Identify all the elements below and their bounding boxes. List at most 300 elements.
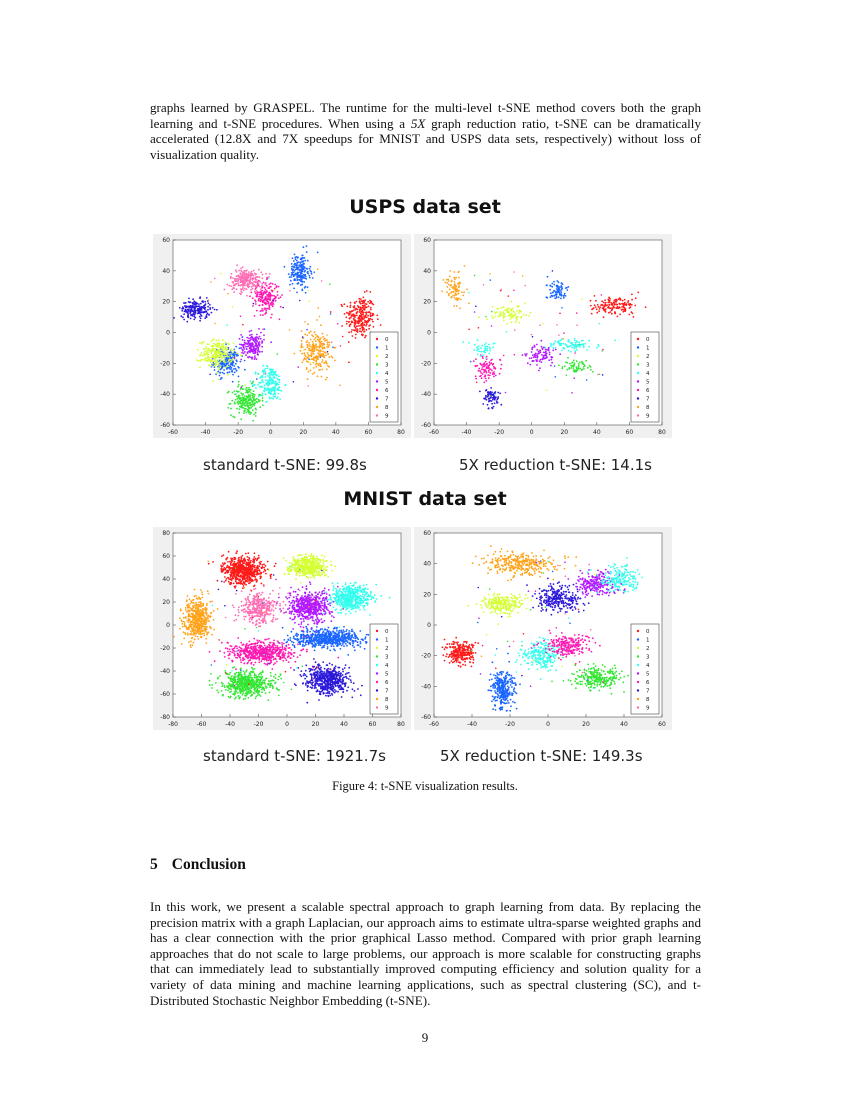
data-point <box>307 286 309 288</box>
legend-marker <box>637 380 639 382</box>
data-point <box>258 296 260 298</box>
data-point <box>266 401 268 403</box>
data-point <box>228 566 230 568</box>
legend-marker <box>376 338 378 340</box>
data-point <box>240 334 242 336</box>
data-point <box>357 322 359 324</box>
data-point <box>307 640 309 642</box>
data-point <box>218 352 220 354</box>
data-point <box>241 292 243 294</box>
data-point <box>325 569 327 571</box>
data-point <box>458 298 460 300</box>
data-point <box>550 292 552 294</box>
data-point <box>234 557 236 559</box>
data-point <box>362 297 364 299</box>
data-point <box>270 577 272 579</box>
data-point <box>246 561 248 563</box>
data-point <box>327 566 329 568</box>
data-point <box>248 271 250 273</box>
data-point <box>198 303 200 305</box>
data-point <box>538 370 540 372</box>
data-point <box>455 290 457 292</box>
data-point <box>332 346 334 348</box>
data-point <box>241 280 243 282</box>
data-point <box>241 336 243 338</box>
data-point <box>193 306 195 308</box>
data-point <box>344 313 346 315</box>
data-point <box>342 641 344 643</box>
data-point <box>480 370 482 372</box>
y-tick-label: -60 <box>421 422 431 429</box>
data-point <box>365 321 367 323</box>
y-tick-label: -20 <box>160 360 170 368</box>
data-point <box>629 304 631 306</box>
y-tick-label: -60 <box>160 422 170 429</box>
data-point <box>348 321 350 323</box>
x-tick-label: 60 <box>364 429 373 436</box>
data-point <box>535 356 537 358</box>
data-point <box>314 646 316 648</box>
data-point <box>228 367 230 369</box>
data-point <box>515 313 517 315</box>
data-point <box>288 273 290 275</box>
data-point <box>232 365 234 367</box>
data-point <box>236 550 238 552</box>
data-point <box>221 357 223 359</box>
data-point <box>261 285 263 287</box>
data-point <box>499 311 501 313</box>
data-point <box>262 301 264 303</box>
data-point <box>257 399 259 401</box>
data-point <box>316 356 318 358</box>
data-point <box>222 570 224 572</box>
data-point <box>243 400 245 402</box>
data-point <box>201 352 203 354</box>
data-point <box>327 648 329 650</box>
data-point <box>348 639 350 641</box>
data-point <box>361 300 363 302</box>
data-point <box>545 357 547 359</box>
data-point <box>253 347 255 349</box>
data-point <box>293 274 295 276</box>
legend-marker <box>376 346 378 348</box>
data-point <box>376 315 378 317</box>
data-point <box>575 345 577 347</box>
data-point <box>315 366 317 368</box>
data-point <box>268 391 270 393</box>
data-point <box>490 387 492 389</box>
data-point <box>282 307 284 309</box>
data-point <box>316 639 318 641</box>
legend-label: 9 <box>646 413 650 420</box>
data-point <box>550 345 552 347</box>
data-point <box>248 582 250 584</box>
data-point <box>233 566 235 568</box>
data-point <box>529 364 531 366</box>
data-point <box>351 329 353 331</box>
data-point <box>322 333 324 335</box>
data-point <box>261 283 263 285</box>
data-point <box>292 271 294 273</box>
data-point <box>468 342 470 344</box>
data-point <box>338 633 340 635</box>
data-point <box>253 390 255 392</box>
data-point <box>235 585 237 587</box>
data-point <box>330 638 332 640</box>
data-point <box>560 285 562 287</box>
data-point <box>272 300 274 302</box>
data-point <box>314 331 316 333</box>
data-point <box>230 403 232 405</box>
data-point <box>301 330 303 332</box>
data-point <box>455 294 457 296</box>
data-point <box>569 368 571 370</box>
data-point <box>238 284 240 286</box>
data-point <box>495 312 497 314</box>
data-point <box>300 273 302 275</box>
data-point <box>247 286 249 288</box>
data-point <box>358 298 360 300</box>
x-tick-label: 80 <box>397 721 405 728</box>
data-point <box>246 276 248 278</box>
data-point <box>334 360 336 362</box>
data-point <box>551 286 553 288</box>
data-point <box>235 574 237 576</box>
data-point <box>460 299 462 301</box>
y-tick-label: 20 <box>423 298 431 306</box>
data-point <box>219 375 221 377</box>
data-point <box>455 287 457 289</box>
data-point <box>305 278 307 280</box>
data-point <box>234 280 236 282</box>
data-point <box>264 328 266 330</box>
data-point <box>223 343 225 345</box>
data-point <box>275 563 277 565</box>
data-point <box>321 647 323 649</box>
data-point <box>320 356 322 358</box>
data-point <box>331 634 333 636</box>
data-point <box>554 365 556 367</box>
data-point <box>181 310 183 312</box>
data-point <box>553 344 555 346</box>
data-point <box>326 635 328 637</box>
data-point <box>248 275 250 277</box>
data-point <box>303 352 305 354</box>
data-point <box>304 260 306 262</box>
data-point <box>219 372 221 374</box>
data-point <box>204 301 206 303</box>
data-point <box>213 354 215 356</box>
data-point <box>561 295 563 297</box>
data-point <box>635 297 637 299</box>
data-point <box>298 266 300 268</box>
data-point <box>299 269 301 271</box>
data-point <box>592 371 594 373</box>
data-point <box>492 364 494 366</box>
data-point <box>244 283 246 285</box>
data-point <box>271 388 273 390</box>
data-point <box>254 402 256 404</box>
data-point <box>237 354 239 356</box>
data-point <box>266 285 268 287</box>
data-point <box>180 315 182 317</box>
data-point <box>312 336 314 338</box>
data-point <box>256 295 258 297</box>
x-tick-label: 0 <box>529 429 534 436</box>
data-point <box>273 289 275 291</box>
data-point <box>218 355 220 357</box>
data-point <box>258 283 260 285</box>
data-point <box>486 346 488 348</box>
data-point <box>273 371 275 373</box>
data-point <box>254 273 256 275</box>
data-point <box>349 312 351 314</box>
data-point <box>616 304 618 306</box>
data-point <box>329 650 331 652</box>
data-point <box>301 281 303 283</box>
data-point <box>597 304 599 306</box>
data-point <box>491 370 493 372</box>
data-point <box>326 334 328 336</box>
data-point <box>259 386 261 388</box>
data-point <box>236 578 238 580</box>
data-point <box>333 633 335 635</box>
data-point <box>199 355 201 357</box>
data-point <box>323 641 325 643</box>
data-point <box>234 401 236 403</box>
data-point <box>275 286 277 288</box>
data-point <box>359 630 361 632</box>
data-point <box>313 271 315 273</box>
data-point <box>262 365 264 367</box>
data-point <box>294 254 296 256</box>
data-point <box>254 291 256 293</box>
data-point <box>249 334 251 336</box>
data-point <box>251 404 253 406</box>
data-point <box>590 369 592 371</box>
data-point <box>354 326 356 328</box>
data-point <box>318 350 320 352</box>
data-point <box>559 313 561 315</box>
data-point <box>260 314 262 316</box>
data-point <box>597 374 599 376</box>
data-point <box>525 314 527 316</box>
data-point <box>536 344 538 346</box>
data-point <box>208 364 210 366</box>
data-point <box>327 646 329 648</box>
data-point <box>235 363 237 365</box>
data-point <box>299 300 301 302</box>
data-point <box>457 283 459 285</box>
data-point <box>484 344 486 346</box>
data-point <box>481 345 483 347</box>
data-point <box>351 630 353 632</box>
data-point <box>303 349 305 351</box>
legend-marker <box>376 389 378 391</box>
data-point <box>183 313 185 315</box>
data-point <box>315 343 317 345</box>
data-point <box>250 357 252 359</box>
data-point <box>264 287 266 289</box>
data-point <box>537 353 539 355</box>
data-point <box>237 565 239 567</box>
data-point <box>590 300 592 302</box>
data-point <box>226 572 228 574</box>
data-point <box>506 323 508 325</box>
data-point <box>513 311 515 313</box>
data-point <box>321 573 323 575</box>
data-point <box>457 292 459 294</box>
legend-marker <box>376 397 378 399</box>
data-point <box>497 396 499 398</box>
data-point <box>555 291 557 293</box>
data-point <box>310 331 312 333</box>
data-point <box>364 309 366 311</box>
data-point <box>485 364 487 366</box>
data-point <box>340 345 342 347</box>
data-point <box>540 340 542 342</box>
data-point <box>209 308 211 310</box>
data-point <box>244 395 246 397</box>
data-point <box>354 649 356 651</box>
legend-label: 4 <box>646 371 650 377</box>
data-point <box>474 344 476 346</box>
data-point <box>349 317 351 319</box>
legend-label: 0 <box>385 337 389 343</box>
data-point <box>502 311 504 313</box>
data-point <box>327 638 329 640</box>
data-point <box>194 309 196 311</box>
legend-label: 6 <box>385 388 389 394</box>
data-point <box>192 303 194 305</box>
data-point <box>311 273 313 275</box>
data-point <box>631 304 633 306</box>
data-point <box>441 290 443 292</box>
data-point <box>220 368 222 370</box>
data-point <box>353 318 355 320</box>
data-point <box>496 400 498 402</box>
data-point <box>258 269 260 271</box>
data-point <box>297 257 299 259</box>
data-point <box>333 645 335 647</box>
data-point <box>299 279 301 281</box>
data-point <box>346 321 348 323</box>
data-point <box>251 334 253 336</box>
data-point <box>336 639 338 641</box>
data-point <box>264 283 266 285</box>
data-point <box>445 282 447 284</box>
data-point <box>255 292 257 294</box>
data-point <box>253 560 255 562</box>
data-point <box>278 286 280 288</box>
data-point <box>316 335 318 337</box>
data-point <box>241 558 243 560</box>
data-point <box>252 395 254 397</box>
data-point <box>478 316 480 318</box>
data-point <box>367 320 369 322</box>
data-point <box>335 347 337 349</box>
data-point <box>245 584 247 586</box>
data-point <box>345 631 347 633</box>
data-point <box>333 628 335 630</box>
data-point <box>329 636 331 638</box>
data-point <box>214 356 216 358</box>
data-point <box>236 582 238 584</box>
data-point <box>240 581 242 583</box>
data-point <box>261 386 263 388</box>
data-point <box>561 307 563 309</box>
data-point <box>604 299 606 301</box>
data-point <box>479 363 481 365</box>
data-point <box>214 323 216 325</box>
data-point <box>249 413 251 415</box>
data-point <box>296 262 298 264</box>
data-point <box>254 289 256 291</box>
data-point <box>347 654 349 656</box>
data-point <box>242 324 244 326</box>
data-point <box>317 352 319 354</box>
data-point <box>265 273 267 275</box>
data-point <box>244 288 246 290</box>
data-point <box>507 308 509 310</box>
data-point <box>249 295 251 297</box>
data-point <box>309 275 311 277</box>
data-point <box>355 640 357 642</box>
data-point <box>491 325 493 327</box>
data-point <box>218 339 220 341</box>
data-point <box>231 570 233 572</box>
data-point <box>541 361 543 363</box>
x-tick-label: 20 <box>299 429 308 436</box>
data-point <box>206 343 208 345</box>
data-point <box>246 280 248 282</box>
data-point <box>262 397 264 399</box>
data-point <box>360 303 362 305</box>
data-point <box>254 585 256 587</box>
data-point <box>489 273 491 275</box>
data-point <box>614 312 616 314</box>
data-point <box>253 398 255 400</box>
data-point <box>598 310 600 312</box>
data-point <box>238 576 240 578</box>
data-point <box>248 566 250 568</box>
data-point <box>223 345 225 347</box>
data-point <box>305 636 307 638</box>
data-point <box>201 306 203 308</box>
data-point <box>231 367 233 369</box>
data-point <box>275 383 277 385</box>
data-point <box>232 277 234 279</box>
data-point <box>248 572 250 574</box>
data-point <box>263 571 265 573</box>
data-point <box>245 389 247 391</box>
data-point <box>254 399 256 401</box>
data-point <box>287 635 289 637</box>
data-point <box>332 641 334 643</box>
data-point <box>611 307 613 309</box>
data-point <box>500 404 502 406</box>
legend-label: 8 <box>385 405 389 411</box>
data-point <box>256 340 258 342</box>
data-point <box>366 303 368 305</box>
data-point <box>342 639 344 641</box>
legend-marker <box>376 363 378 365</box>
data-point <box>258 557 260 559</box>
data-point <box>244 559 246 561</box>
data-point <box>486 348 488 350</box>
data-point <box>242 565 244 567</box>
data-point <box>235 399 237 401</box>
